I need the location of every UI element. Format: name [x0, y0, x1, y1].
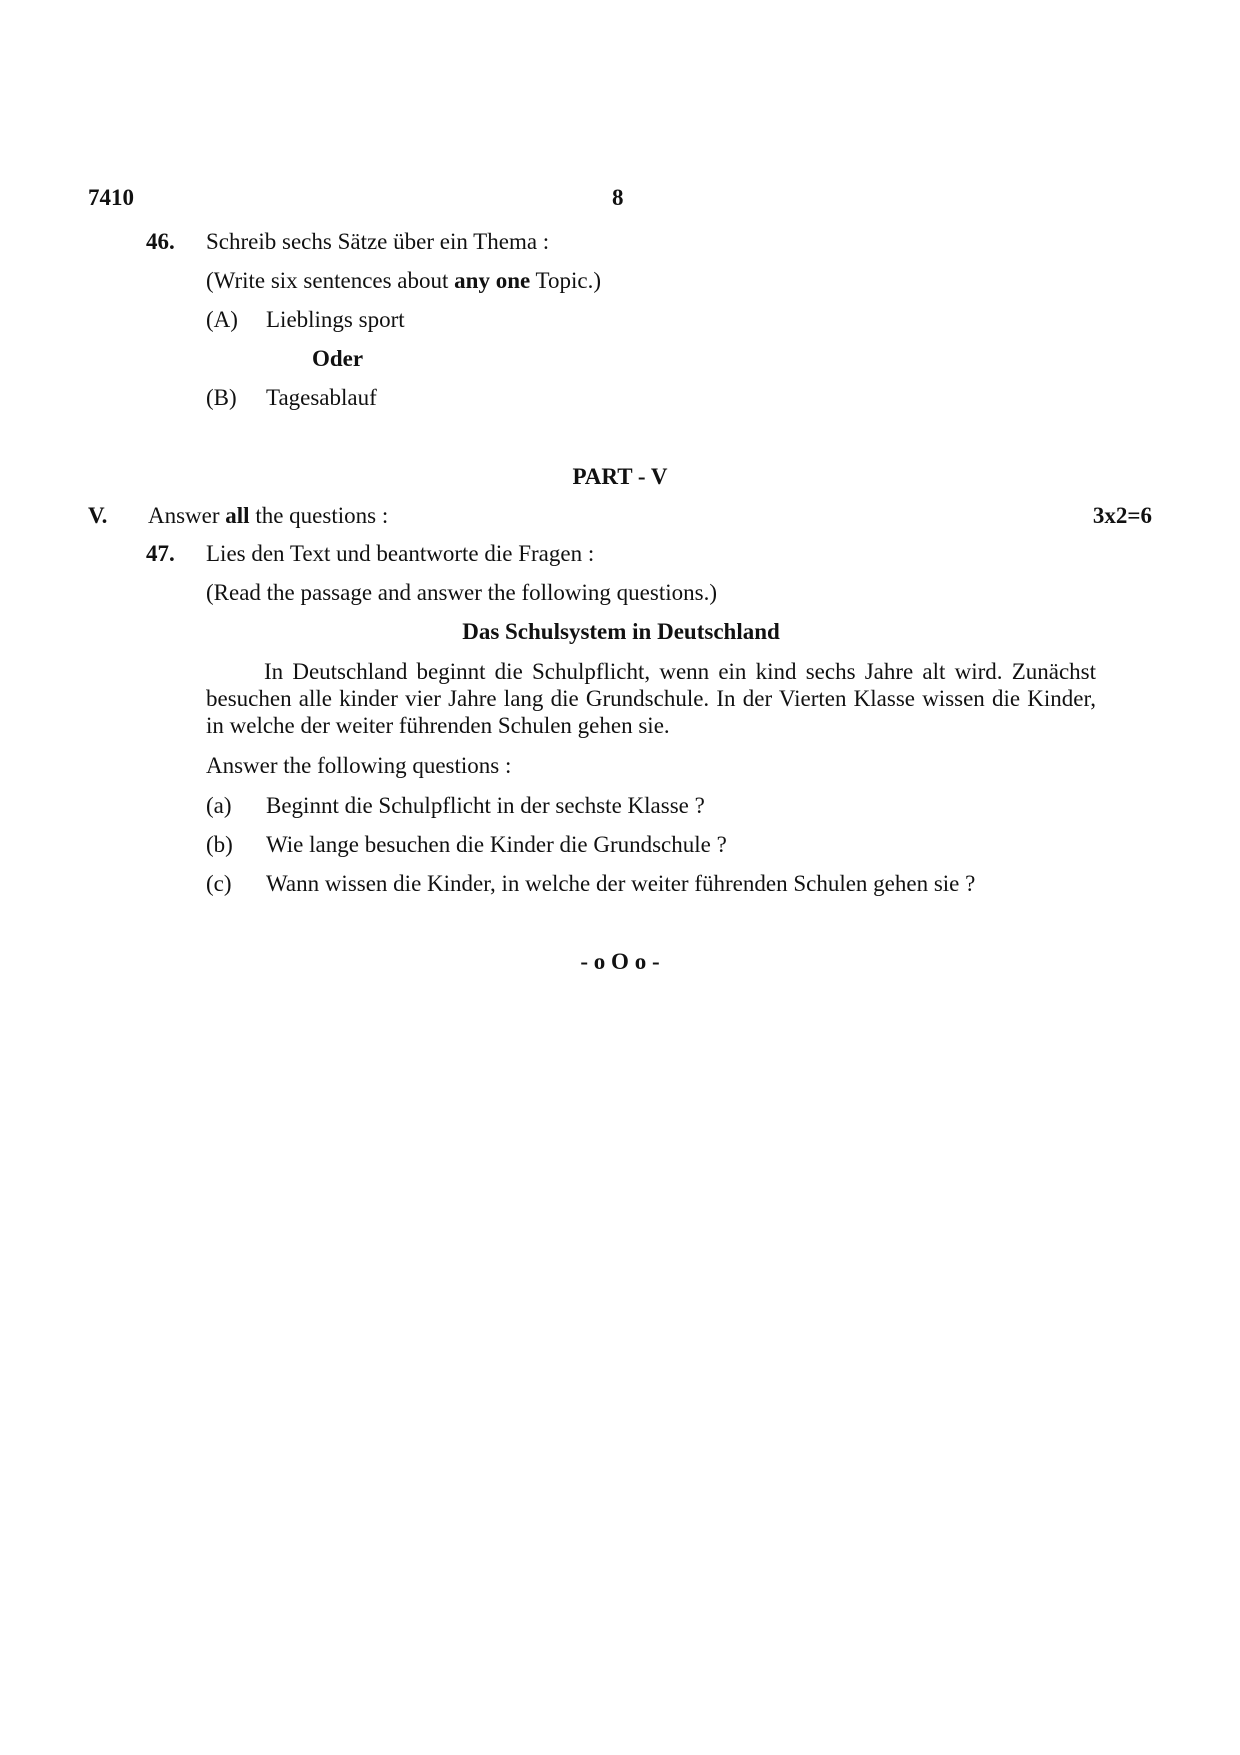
paper-code: 7410 [88, 185, 134, 210]
sub-question-b-label: (b) [206, 832, 233, 857]
option-b-text: Tagesablauf [266, 385, 377, 410]
sub-question-c-label: (c) [206, 871, 232, 896]
question-47-number: 47. [146, 541, 175, 566]
translation-part: (Write six sentences about [206, 268, 455, 293]
section-label: V. [88, 503, 108, 528]
end-marker: - o O o - [580, 949, 660, 974]
instruction-part: Answer [148, 503, 226, 528]
sub-question-a-label: (a) [206, 793, 232, 818]
passage-body: In Deutschland beginnt die Schulpflicht, wenn ein kind sechs Jahre alt wird. Zunächst besuchen alle kinder vier Jahre lang die Grundschule. In der Vierten Klasse wissen die Kinder, in welche der weiter führenden Schulen gehen sie. [206, 659, 1096, 738]
question-47-text: Lies den Text und beantworte die Fragen : [206, 541, 595, 566]
translation-emphasis: any one [454, 268, 531, 293]
page-number: 8 [612, 185, 624, 210]
instruction-emphasis: all [225, 503, 250, 528]
sub-question-c-text: Wann wissen die Kinder, in welche der weiter führenden Schulen gehen sie ? [266, 871, 976, 896]
section-marks: 3x2=6 [1092, 503, 1152, 528]
question-46-translation [206, 269, 601, 292]
question-46-number: 46. [146, 229, 175, 254]
answer-intro: Answer the following questions : [206, 753, 512, 778]
translation-part: Topic.) [530, 268, 602, 293]
option-a-text: Lieblings sport [266, 307, 405, 332]
part-heading: PART - V [572, 464, 668, 489]
question-46-text: Schreib sechs Sätze über ein Thema : [206, 229, 550, 254]
section-instruction [148, 504, 388, 527]
option-b-label: (B) [206, 385, 237, 410]
instruction-part: the questions : [249, 503, 389, 528]
sub-question-a-text: Beginnt die Schulpflicht in der sechste Klasse ? [266, 793, 705, 818]
passage-title: Das Schulsystem in Deutschland [462, 619, 780, 644]
option-a-label: (A) [206, 307, 238, 332]
question-47-translation: (Read the passage and answer the following questions.) [206, 580, 717, 605]
sub-question-b-text: Wie lange besuchen die Kinder die Grundschule ? [266, 832, 727, 857]
or-separator: Oder [312, 346, 364, 371]
